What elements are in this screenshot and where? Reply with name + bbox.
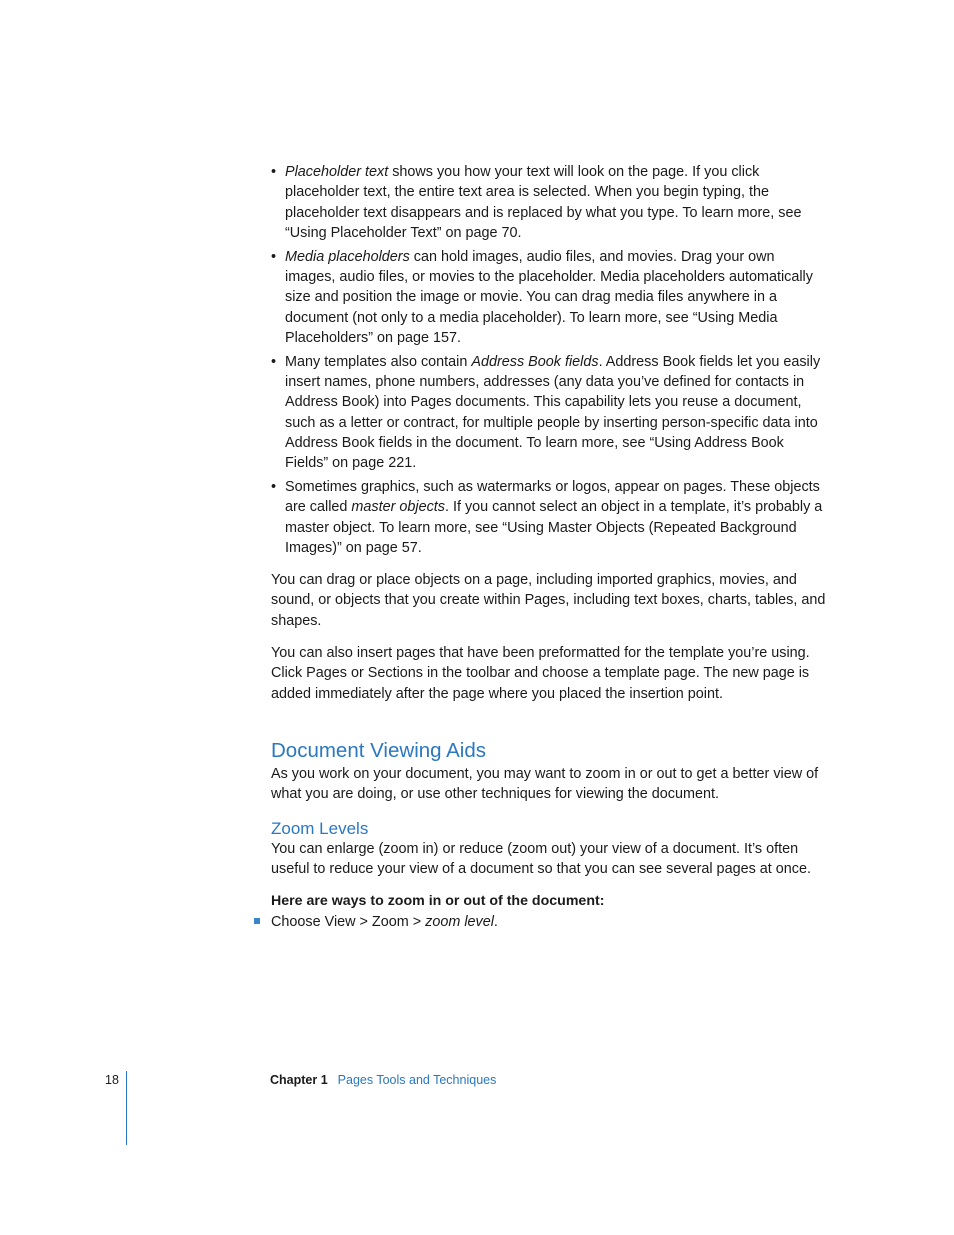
- section-heading: Document Viewing Aids: [271, 738, 486, 762]
- step-item: [271, 912, 827, 932]
- subsection-heading: Zoom Levels: [271, 818, 369, 838]
- footer-divider: [126, 1071, 127, 1145]
- bullet-glyph: •: [271, 164, 277, 180]
- running-footer: [270, 1072, 496, 1088]
- bullet-glyph: •: [271, 353, 277, 370]
- term: Placeholder text: [285, 164, 389, 180]
- item-text: Many templates also contain: [285, 353, 472, 370]
- page-number: 18: [105, 1073, 119, 1087]
- item-text: can hold images, audio files, and movies. Drag your own images, audio files, or movies to the placeholder. Media placeholders automatically size and position the image or movie. You can drag media files anywhere in a document (not only to a media placeholder). To learn more, see “Using Media Placeholders” on page 157.: [285, 248, 813, 346]
- chapter-label: Chapter 1: [270, 1073, 328, 1087]
- task-heading: Here are ways to zoom in or out of the document:: [271, 893, 605, 910]
- term: Media placeholders: [285, 248, 410, 265]
- list-item: [271, 477, 827, 558]
- bullet-glyph: •: [271, 248, 277, 265]
- body-paragraph: You can drag or place objects on a page, including imported graphics, movies, and sound, or objects that you create within Pages, including text boxes, charts, tables, and shapes.: [271, 572, 826, 629]
- bullet-glyph: •: [271, 478, 277, 495]
- item-text: . If you cannot select an object in a template, it’s probably a master object. To learn more, see “Using Master Objects (Repeated Background Images)” on page 57.: [285, 499, 823, 556]
- page-content: [271, 162, 827, 933]
- subsection-body: You can enlarge (zoom in) or reduce (zoom out) your view of a document. It’s often useful to reduce your view of a document so that you can see several pages at once.: [271, 840, 811, 877]
- item-text: shows you how your text will look on the page. If you click placeholder text, the entire text area is selected. When you begin typing, the placeholder text disappears and is replaced by what you type. To learn more, see “Using Placeholder Text” on page 70.: [285, 164, 802, 241]
- body-paragraph: You can also insert pages that have been preformatted for the template you’re using. Click Pages or Sections in the toolbar and choose a template page. The new page is added immediately after the page where you placed the insertion point.: [271, 645, 810, 702]
- step-term: zoom level: [425, 914, 494, 931]
- square-bullet-icon: [254, 918, 260, 924]
- step-text-end: .: [493, 914, 498, 931]
- chapter-title: Pages Tools and Techniques: [337, 1073, 497, 1087]
- step-text: Choose View > Zoom >: [271, 914, 426, 931]
- list-item: [271, 352, 827, 474]
- list-item: [271, 162, 827, 243]
- bullet-list: [271, 162, 827, 558]
- section-body: As you work on your document, you may want to zoom in or out to get a better view of what you are doing, or use other techniques for viewing the document.: [271, 765, 819, 803]
- list-item: [271, 247, 827, 348]
- term: master objects: [351, 499, 445, 516]
- item-text: Sometimes graphics, such as watermarks or logos, appear on pages. These objects are called: [285, 478, 820, 516]
- item-text: . Address Book fields let you easily insert names, phone numbers, addresses (any data you’ve defined for contacts in Address Book) into Pages documents. This capability lets you reuse a document, such as a letter or contract, for multiple people by inserting person-specific data into Address Book fields in the document. To learn more, see “Using Address Book Fields” on page 221.: [285, 353, 821, 472]
- term: Address Book fields: [471, 353, 599, 370]
